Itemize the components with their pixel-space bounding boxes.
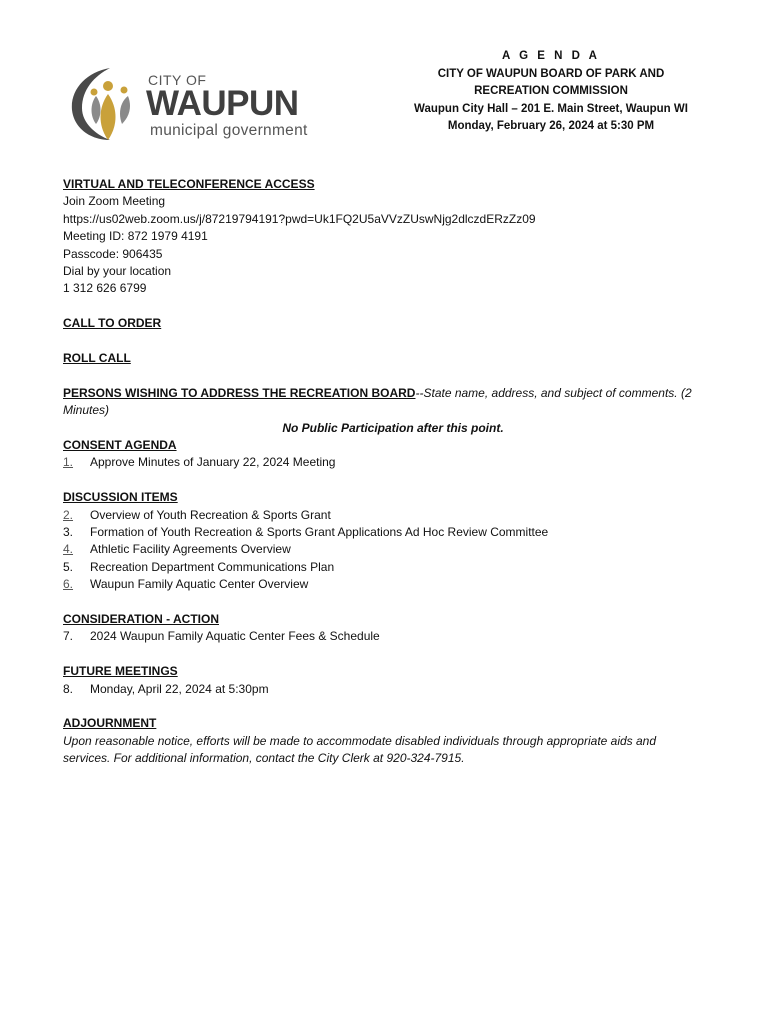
agenda-item-text: Formation of Youth Recreation & Sports Grant Applications Ad Hoc Review Committee <box>90 525 549 540</box>
header-line-commission: RECREATION COMMISSION <box>474 85 628 97</box>
city-logo <box>68 64 324 144</box>
agenda-item-text: Athletic Facility Agreements Overview <box>90 542 291 557</box>
logo-city-name: WAUPUN <box>146 84 299 123</box>
public-comment-heading: PERSONS WISHING TO ADDRESS THE RECREATION BOARD <box>63 385 416 400</box>
agenda-item <box>63 454 713 471</box>
agenda-body <box>63 176 713 768</box>
future-meetings-heading: FUTURE MEETINGS <box>63 664 178 679</box>
agenda-item-number-link[interactable]: 6. <box>63 577 74 592</box>
flame-emblem-icon <box>68 64 146 144</box>
roll-call-heading: ROLL CALL <box>63 351 131 366</box>
accessibility-notice: Upon reasonable notice, efforts will be made to accommodate disabled individuals through appropriate aids and <box>63 733 657 748</box>
agenda-item-number-link[interactable]: 4. <box>63 542 74 557</box>
header-line-location: Waupun City Hall – 201 E. Main Street, Waupun WI <box>414 102 688 115</box>
no-public-participation-note: No Public Participation after this point. <box>282 420 504 435</box>
zoom-meeting-link[interactable]: https://us02web.zoom.us/j/87219794191?pwd=Uk1FQ2U5aVVzZUswNjg2dlczdERzZz09 <box>63 211 536 226</box>
passcode: Passcode: 906435 <box>63 246 163 261</box>
agenda-item <box>63 576 713 593</box>
agenda-item-text: 2024 Waupun Family Aquatic Center Fees & Schedule <box>90 629 380 644</box>
agenda-item-number: 7. <box>63 629 74 644</box>
agenda-item-text: Monday, April 22, 2024 at 5:30pm <box>90 681 269 696</box>
agenda-item-text: Waupun Family Aquatic Center Overview <box>90 577 309 592</box>
agenda-item-number: 5. <box>63 559 74 574</box>
agenda-title: A G E N D A <box>502 50 600 62</box>
consideration-action-heading: CONSIDERATION - ACTION <box>63 612 219 627</box>
dial-phone-number: 1 312 626 6799 <box>63 281 147 296</box>
agenda-item <box>63 681 713 698</box>
consent-agenda-heading: CONSENT AGENDA <box>63 438 177 453</box>
agenda-item-text: Overview of Youth Recreation & Sports Grant <box>90 507 331 522</box>
adjournment-heading: ADJOURNMENT <box>63 716 157 731</box>
logo-tagline: municipal government <box>150 122 308 139</box>
agenda-item-number-link[interactable]: 2. <box>63 507 74 522</box>
public-comment-instructions: --State name, address, and subject of comments. (2 <box>415 385 692 400</box>
agenda-item <box>63 507 713 524</box>
agenda-item-number-link[interactable]: 1. <box>63 455 74 470</box>
agenda-item <box>63 559 713 576</box>
virtual-access-heading: VIRTUAL AND TELECONFERENCE ACCESS <box>63 177 315 191</box>
public-comment-paragraph <box>63 385 713 402</box>
agenda-item <box>63 628 713 645</box>
header-line-datetime: Monday, February 26, 2024 at 5:30 PM <box>447 120 655 132</box>
meeting-id: Meeting ID: 872 1979 4191 <box>63 229 208 244</box>
agenda-item <box>63 541 713 558</box>
accessibility-notice-cont: services. For additional information, contact the City Clerk at 920-324-7915. <box>63 751 465 766</box>
discussion-items-heading: DISCUSSION ITEMS <box>63 490 178 505</box>
agenda-item <box>63 524 713 541</box>
agenda-item-number: 8. <box>63 681 74 696</box>
agenda-item-text: Recreation Department Communications Plan <box>90 559 335 574</box>
call-to-order-heading: CALL TO ORDER <box>63 316 162 331</box>
agenda-item-text: Approve Minutes of January 22, 2024 Meeting <box>90 455 336 470</box>
zoom-join-label: Join Zoom Meeting <box>63 194 166 209</box>
header-line-board: CITY OF WAUPUN BOARD OF PARK AND <box>437 67 665 80</box>
agenda-header <box>390 48 712 136</box>
dial-by-location: Dial by your location <box>63 264 172 279</box>
public-comment-instructions-cont: Minutes) <box>63 403 110 418</box>
agenda-item-number: 3. <box>63 525 74 540</box>
logo-city-of: CITY OF <box>148 72 207 88</box>
